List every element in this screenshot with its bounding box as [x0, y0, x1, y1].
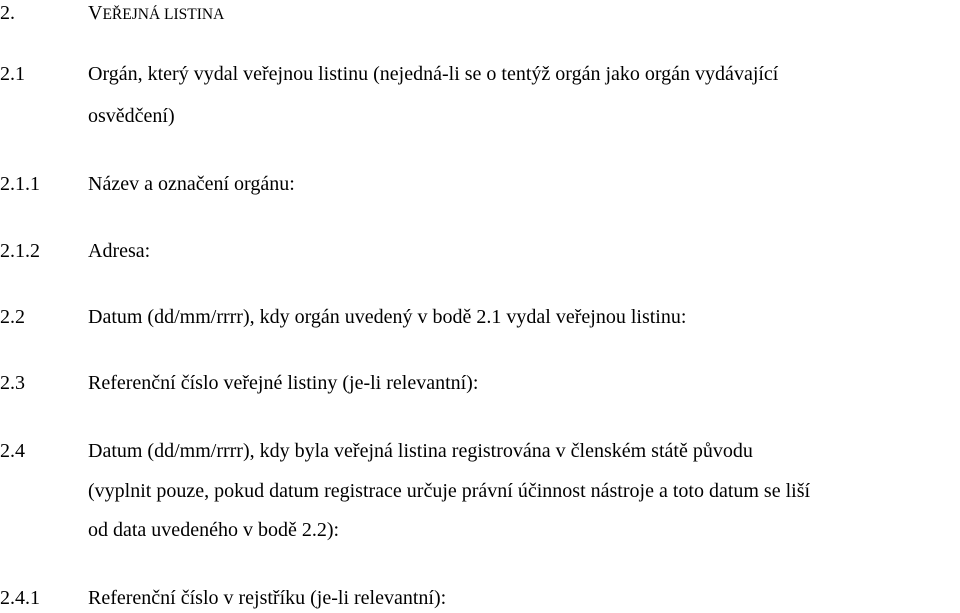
item-number: 2.1.2	[0, 240, 40, 262]
item-number: 2.3	[0, 372, 25, 394]
item-text-line: (vyplnit pouze, pokud datum registrace určuje právní účinnost nástroje a toto datum se liší	[88, 480, 811, 502]
item-text-line: Adresa:	[88, 240, 151, 262]
section-heading	[0, 0, 960, 28]
item-2-1	[0, 59, 960, 89]
item-2-1-1	[0, 169, 960, 199]
item-number: 2.1	[0, 63, 25, 85]
section-title-rest: EŘEJNÁ LISTINA	[102, 6, 225, 23]
item-number: 2.4	[0, 440, 25, 462]
item-2-3	[0, 368, 960, 398]
item-2-4-continuation-1	[0, 476, 960, 506]
item-number: 2.4.1	[0, 587, 40, 609]
item-2-4-continuation-2	[0, 515, 960, 545]
item-text-line: Datum (dd/mm/rrrr), kdy orgán uvedený v bodě 2.1 vydal veřejnou listinu:	[88, 306, 687, 328]
item-number: 2.1.1	[0, 173, 40, 195]
item-text-line: od data uvedeného v bodě 2.2):	[88, 519, 340, 541]
item-text-line: Název a označení orgánu:	[88, 173, 295, 195]
item-2-4	[0, 436, 960, 466]
section-title	[88, 0, 224, 30]
item-text-line: Orgán, který vydal veřejnou listinu (nejedná-li se o tentýž orgán jako orgán vydávající	[88, 63, 779, 85]
item-text-line: osvědčení)	[88, 105, 175, 127]
item-text-line: Datum (dd/mm/rrrr), kdy byla veřejná listina registrována v členském státě původu	[88, 440, 753, 462]
item-text-line: Referenční číslo veřejné listiny (je-li relevantní):	[88, 372, 479, 394]
item-text-line: Referenční číslo v rejstříku (je-li relevantní):	[88, 587, 447, 609]
item-2-1-continuation	[0, 101, 960, 131]
item-2-4-1	[0, 583, 960, 613]
item-number: 2.2	[0, 306, 25, 328]
item-2-2	[0, 302, 960, 332]
section-number: 2.	[0, 2, 15, 24]
section-title-initial: V	[88, 2, 103, 24]
item-2-1-2	[0, 236, 960, 266]
